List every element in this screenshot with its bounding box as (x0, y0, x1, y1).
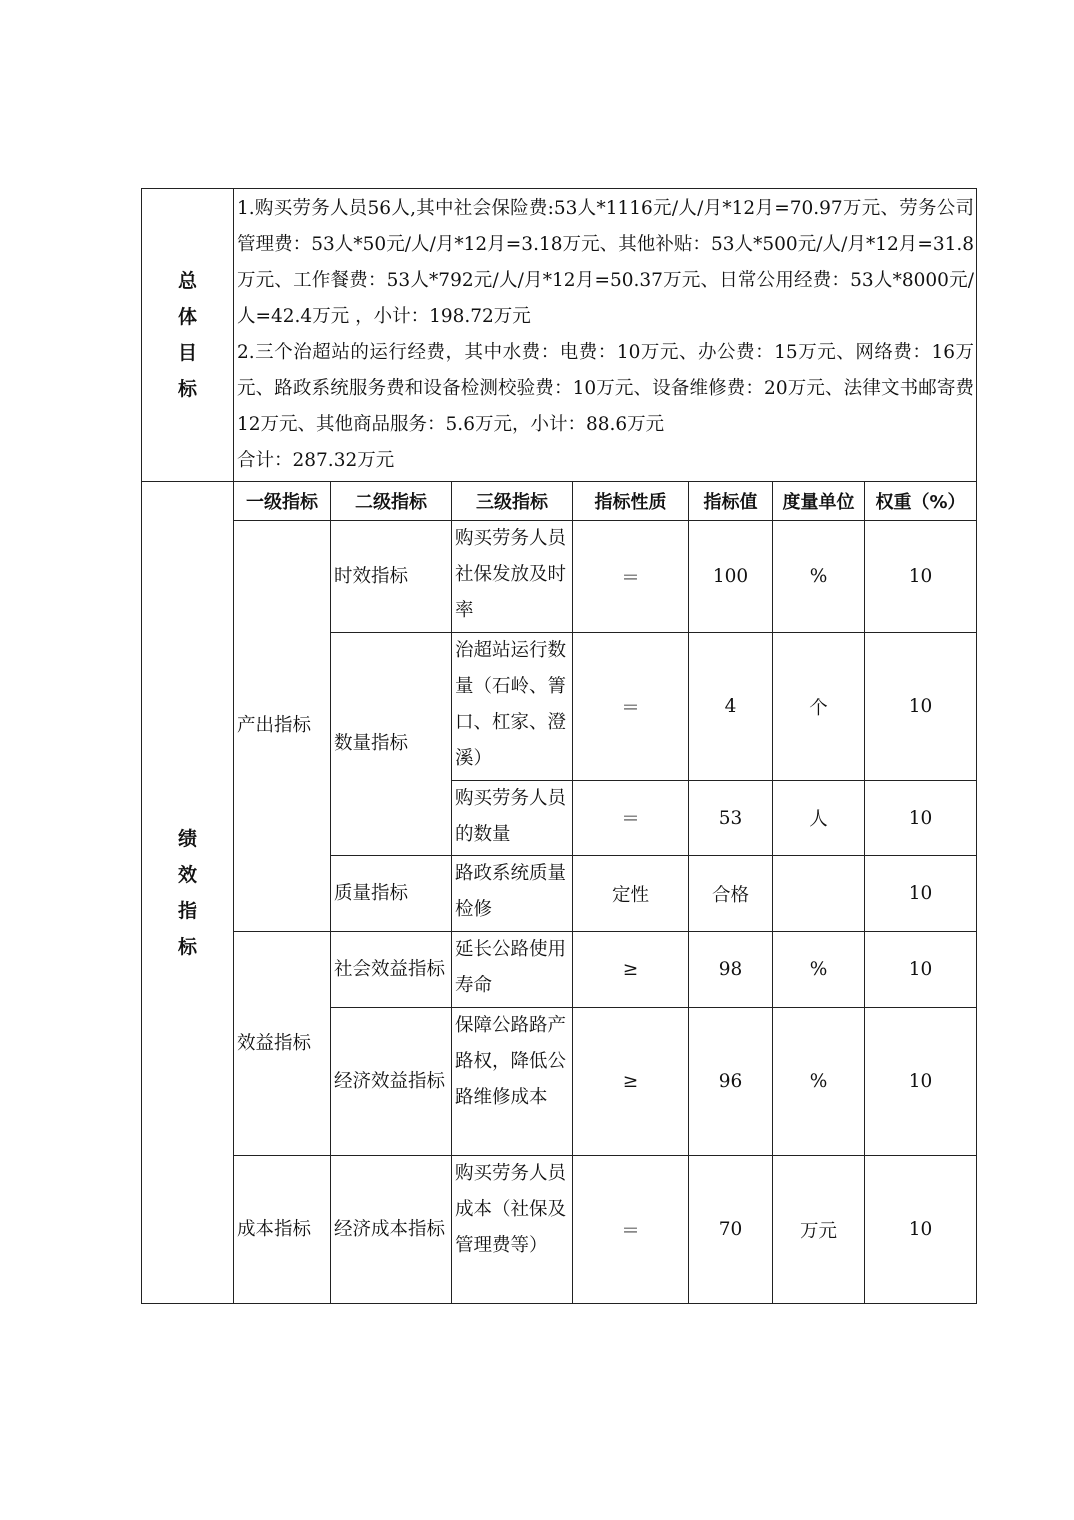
header-level3: 三级指标 (452, 482, 573, 521)
level1-output: 产出指标 (234, 521, 331, 932)
goal-total: 合计：287.32万元 (237, 450, 395, 471)
header-level1: 一级指标 (234, 482, 331, 521)
level2-cell: 数量指标 (331, 633, 452, 856)
performance-table-sheet (141, 188, 976, 1304)
weight-cell: 10 (865, 633, 977, 781)
header-value: 指标值 (689, 482, 773, 521)
nature-cell: ＝ (573, 1156, 689, 1304)
performance-section-label: 绩 效 指 标 (142, 482, 234, 1304)
value-cell: 70 (689, 1156, 773, 1304)
weight-cell: 10 (865, 856, 977, 932)
goal-paragraph-1: 1.购买劳务人员56人,其中社会保险费:53人*1116元/人/月*12月=70.97万元、劳务公司管理费：53人*50元/人/月*12月=3.18万元、其他补贴：53人*500元/人/月*12月=31.8万元、工作餐费：53人*792元/人/月*12月=50.37万元、日常公用经费：53人*8000元/人=42.4万元 ，小计：198.72万元 (237, 198, 975, 327)
table-row (142, 1156, 977, 1304)
unit-cell: % (773, 1008, 865, 1156)
level3-cell: 保障公路路产路权，降低公路维修成本 (452, 1008, 573, 1156)
header-weight: 权重（%） (865, 482, 977, 521)
nature-cell: ＝ (573, 521, 689, 633)
weight-cell: 10 (865, 932, 977, 1008)
level2-cell: 经济效益指标 (331, 1008, 452, 1156)
nature-cell: ≥ (573, 932, 689, 1008)
unit-cell: 个 (773, 633, 865, 781)
nature-cell: 定性 (573, 856, 689, 932)
value-cell: 合格 (689, 856, 773, 932)
level2-cell: 社会效益指标 (331, 932, 452, 1008)
weight-cell: 10 (865, 521, 977, 633)
level3-cell: 购买劳务人员成本（社保及管理费等） (452, 1156, 573, 1304)
nature-cell: ＝ (573, 781, 689, 856)
level2-cell: 经济成本指标 (331, 1156, 452, 1304)
table-row (142, 521, 977, 633)
table-row (142, 932, 977, 1008)
nature-cell: ≥ (573, 1008, 689, 1156)
level1-cost: 成本指标 (234, 1156, 331, 1304)
value-cell: 98 (689, 932, 773, 1008)
weight-cell: 10 (865, 1156, 977, 1304)
unit-cell: % (773, 932, 865, 1008)
header-nature: 指标性质 (573, 482, 689, 521)
header-unit: 度量单位 (773, 482, 865, 521)
level2-cell: 质量指标 (331, 856, 452, 932)
goal-row (142, 189, 977, 482)
unit-cell: 人 (773, 781, 865, 856)
weight-cell: 10 (865, 781, 977, 856)
weight-cell: 10 (865, 1008, 977, 1156)
level2-cell: 时效指标 (331, 521, 452, 633)
performance-goal-table (141, 188, 977, 1304)
unit-cell: 万元 (773, 1156, 865, 1304)
nature-cell: ＝ (573, 633, 689, 781)
level3-cell: 购买劳务人员社保发放及时率 (452, 521, 573, 633)
level3-cell: 购买劳务人员的数量 (452, 781, 573, 856)
goal-content (234, 189, 977, 482)
goal-paragraph-2: 2.三个治超站的运行经费，其中水费：电费：10万元、办公费：15万元、网络费：16万元、路政系统服务费和设备检测校验费：10万元、设备维修费：20万元、法律文书邮寄费12万元、其他商品服务：5.6万元，小计：88.6万元 (237, 342, 975, 435)
unit-cell: % (773, 521, 865, 633)
level3-cell: 治超站运行数量（石岭、箐口、杠家、澄溪） (452, 633, 573, 781)
level3-cell: 路政系统质量检修 (452, 856, 573, 932)
value-cell: 100 (689, 521, 773, 633)
value-cell: 96 (689, 1008, 773, 1156)
header-row (142, 482, 977, 521)
unit-cell (773, 856, 865, 932)
value-cell: 53 (689, 781, 773, 856)
goal-section-label: 总 体 目 标 (142, 189, 234, 482)
level3-cell: 延长公路使用寿命 (452, 932, 573, 1008)
level1-benefit: 效益指标 (234, 932, 331, 1156)
value-cell: 4 (689, 633, 773, 781)
header-level2: 二级指标 (331, 482, 452, 521)
